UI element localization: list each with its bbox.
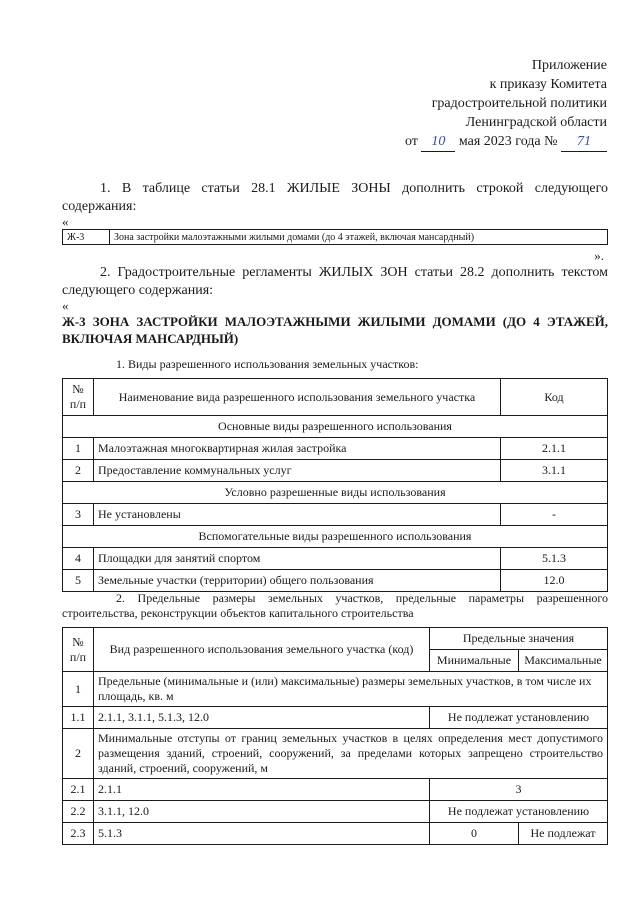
row-kind: 3.1.1, 12.0 <box>94 801 430 823</box>
subsection-2-text: 2. Предельные размеры земельных участков, предельные параметры разрешенного строительства, реконструкции объектов капитального строительства <box>62 591 608 620</box>
row-name: Земельные участки (территории) общего пользования <box>94 570 501 592</box>
col-header-limits: Предельные значения <box>430 628 608 650</box>
table-row <box>63 548 608 570</box>
col-header-kind: Вид разрешенного использования земельного участка (код) <box>94 628 430 672</box>
section-2-open-quote: « <box>62 298 69 313</box>
row-code: 3.1.1 <box>501 460 608 482</box>
table-row <box>63 823 608 845</box>
row-text: Минимальные отступы от границ земельных участков в целях определения мест допустимого размещения зданий, строений, сооружений, за пределами которых запрещено строительство зданий, строений, сооружений, м <box>94 729 608 779</box>
group-aux: Вспомогательные виды разрешенного использования <box>63 526 608 548</box>
date-day-handwritten: 10 <box>421 132 455 152</box>
row-kind: 5.1.3 <box>94 823 430 845</box>
row-num: 1 <box>63 672 94 707</box>
row-num: 1.1 <box>63 707 94 729</box>
subsection-2 <box>62 591 608 621</box>
row-kind: 2.1.1 <box>94 779 430 801</box>
row-num: 2 <box>63 729 94 779</box>
row-num: 2.2 <box>63 801 94 823</box>
row-num: 4 <box>63 548 94 570</box>
appendix-line-2: к приказу Комитета <box>489 77 607 92</box>
appendix-title: Приложение <box>531 58 607 73</box>
table-group-row <box>63 416 608 438</box>
appendix-header <box>405 56 607 152</box>
zone-name: Зона застройки малоэтажными жилыми домами (до 4 этажей, включая мансардный) <box>110 230 608 245</box>
table-group-row <box>63 482 608 504</box>
zone-code: Ж-3 <box>63 230 110 245</box>
col-header-num: № п/п <box>63 379 94 416</box>
table-row <box>63 729 608 779</box>
row-code: - <box>501 504 608 526</box>
row-max: Не подлежат <box>519 823 608 845</box>
appendix-line-4: Ленинградской области <box>465 115 607 130</box>
col-header-num: № п/п <box>63 628 94 672</box>
subsection-1 <box>62 357 608 372</box>
table-group-row <box>63 526 608 548</box>
col-header-max: Максимальные <box>519 650 608 672</box>
date-rest: мая 2023 года № <box>458 134 558 149</box>
appendix-line-3: градостроительной политики <box>431 96 607 111</box>
table-header-row <box>63 628 608 650</box>
col-header-code: Код <box>501 379 608 416</box>
permitted-use-table <box>62 378 608 592</box>
table-row <box>63 570 608 592</box>
table-row <box>63 672 608 707</box>
section-1-paragraph <box>62 180 608 216</box>
row-min: 0 <box>430 823 519 845</box>
table-header-row <box>63 379 608 416</box>
row-value: Не подлежат установлению <box>430 801 608 823</box>
subsection-1-text: 1. Виды разрешенного использования земельных участков: <box>116 357 419 371</box>
row-code: 2.1.1 <box>501 438 608 460</box>
table-row <box>63 438 608 460</box>
section-1-close-quote: ». <box>594 248 604 263</box>
row-num: 2 <box>63 460 94 482</box>
row-name: Малоэтажная многоквартирная жилая застройка <box>94 438 501 460</box>
order-number-handwritten: 71 <box>561 132 607 152</box>
col-header-min: Минимальные <box>430 650 519 672</box>
section-1-text: 1. В таблице статьи 28.1 ЖИЛЫЕ ЗОНЫ дополнить строкой следующего содержания: <box>62 181 608 214</box>
row-name: Площадки для занятий спортом <box>94 548 501 570</box>
row-num: 2.1 <box>63 779 94 801</box>
col-header-name: Наименование вида разрешенного использования земельного участка <box>94 379 501 416</box>
section-1-open-quote: « <box>62 214 69 229</box>
table-row <box>63 801 608 823</box>
group-conditional: Условно разрешенные виды использования <box>63 482 608 504</box>
appendix-date-line <box>405 132 607 152</box>
row-value: 3 <box>430 779 608 801</box>
row-text: Предельные (минимальные и (или) максимальные) размеры земельных участков, в том числе их площадь, кв. м <box>94 672 608 707</box>
row-code: 5.1.3 <box>501 548 608 570</box>
table-row <box>63 504 608 526</box>
table-row <box>63 230 608 245</box>
section-2-paragraph <box>62 264 608 300</box>
row-code: 12.0 <box>501 570 608 592</box>
table-row <box>63 707 608 729</box>
table-row <box>63 779 608 801</box>
row-kind: 2.1.1, 3.1.1, 5.1.3, 12.0 <box>94 707 430 729</box>
row-num: 3 <box>63 504 94 526</box>
row-name: Не установлены <box>94 504 501 526</box>
table-row <box>63 460 608 482</box>
zone-heading: Ж-3 ЗОНА ЗАСТРОЙКИ МАЛОЭТАЖНЫМИ ЖИЛЫМИ ДОМАМИ (ДО 4 ЭТАЖЕЙ, ВКЛЮЧАЯ МАНСАРДНЫЙ) <box>62 314 608 346</box>
row-name: Предоставление коммунальных услуг <box>94 460 501 482</box>
date-prefix: от <box>404 134 418 149</box>
row-num: 1 <box>63 438 94 460</box>
limits-table <box>62 627 608 845</box>
row-num: 2.3 <box>63 823 94 845</box>
group-main: Основные виды разрешенного использования <box>63 416 608 438</box>
row-value: Не подлежат установлению <box>430 707 608 729</box>
section-2-text: 2. Градостроительные регламенты ЖИЛЫХ ЗОН статьи 28.2 дополнить текстом следующего содержания: <box>62 265 608 298</box>
zone-row-table <box>62 229 608 245</box>
row-num: 5 <box>63 570 94 592</box>
